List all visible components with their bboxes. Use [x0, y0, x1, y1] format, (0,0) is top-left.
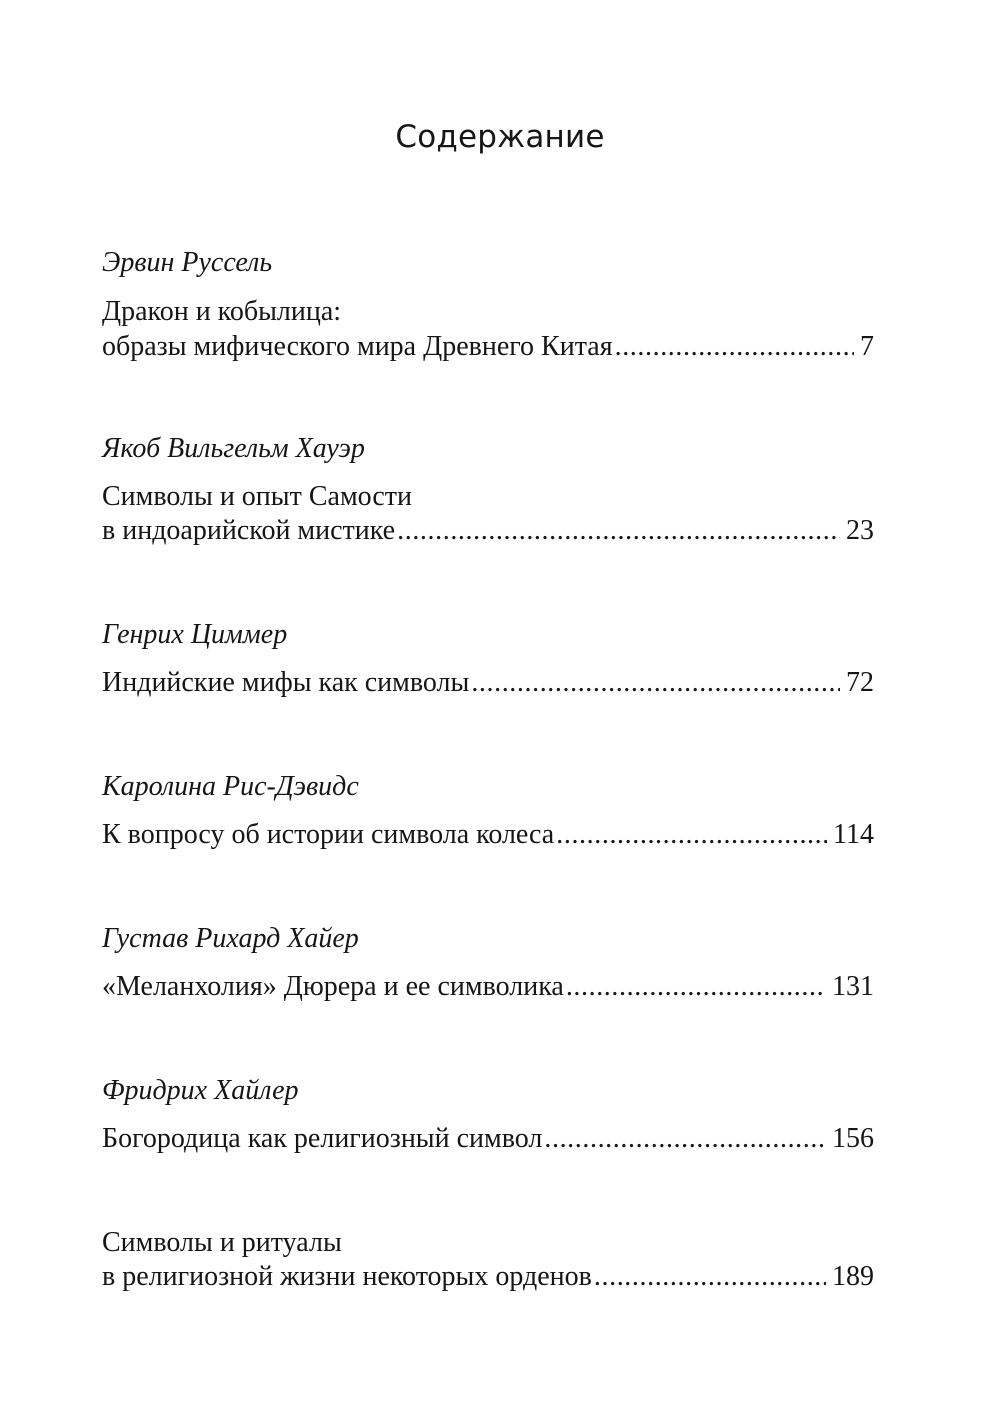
entry-author: Якоб Вильгельм Хауэр — [102, 433, 365, 464]
page-title: Содержание — [395, 119, 605, 155]
entry-author: Эрвин Руссель — [102, 247, 273, 278]
dot-leader — [566, 970, 826, 1004]
entry-title-line: образы мифического мира Древнего Китая — [102, 331, 613, 362]
entry-title-line: Дракон и кобылица: — [102, 296, 342, 327]
entry-title-line: К вопросу об истории символа колеса — [102, 819, 555, 850]
page-number: 23 — [846, 515, 874, 546]
toc-entry-line[interactable] — [102, 818, 874, 852]
toc-entry-line[interactable] — [102, 666, 874, 700]
entry-title-line: Символы и ритуалы — [102, 1227, 342, 1258]
dot-leader — [471, 666, 840, 700]
toc-entry-line[interactable] — [102, 1260, 874, 1294]
dot-leader — [594, 1260, 826, 1294]
entry-author: Густав Рихард Хайер — [102, 923, 359, 954]
entry-author: Каролина Рис-Дэвидс — [102, 771, 359, 802]
entry-title-line: «Меланхолия» Дюрера и ее символика — [102, 971, 564, 1002]
page-number: 114 — [833, 819, 874, 850]
dot-leader — [397, 514, 840, 548]
entry-author: Генрих Циммер — [102, 619, 288, 650]
entry-title-line: Символы и опыт Самости — [102, 481, 413, 512]
dot-leader — [544, 1122, 826, 1156]
entry-title-line: в индоарийской мистике — [102, 515, 396, 546]
entry-title-line: Индийские мифы как символы — [102, 667, 470, 698]
toc-entry-line[interactable] — [102, 1122, 874, 1156]
entry-title-line: Богородица как религиозный символ — [102, 1123, 543, 1154]
page-number: 156 — [832, 1123, 874, 1154]
entry-author: Фридрих Хайлер — [102, 1075, 299, 1106]
page-number: 72 — [846, 667, 874, 698]
dot-leader — [556, 818, 827, 852]
toc-entry-line[interactable] — [102, 330, 874, 364]
page-number: 131 — [832, 971, 874, 1002]
page-number: 189 — [832, 1261, 874, 1292]
toc-entry-line[interactable] — [102, 970, 874, 1004]
entry-title-line: в религиозной жизни некоторых орденов — [102, 1261, 592, 1292]
toc-entry-line[interactable] — [102, 514, 874, 548]
dot-leader — [615, 330, 854, 364]
page-number: 7 — [860, 331, 874, 362]
